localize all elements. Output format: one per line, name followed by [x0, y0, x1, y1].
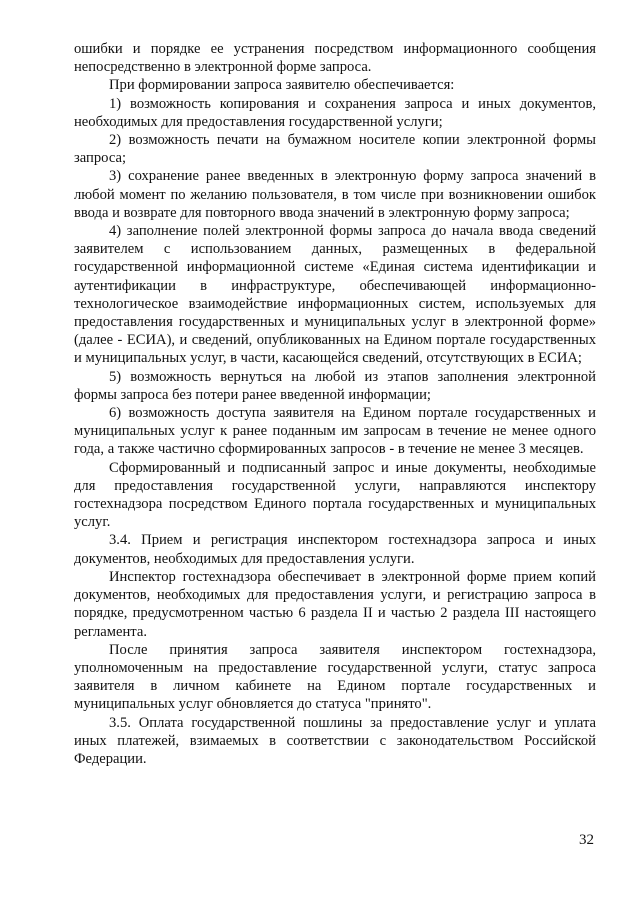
paragraph-error-message: ошибки и порядке ее устранения посредством информационного сообщения непосредственно в электронной форме запроса.	[74, 41, 596, 76]
paragraph-request-provisions: При формировании запроса заявителю обеспечивается:	[109, 77, 455, 94]
paragraph-inspector-receipt: Инспектор гостехнадзора обеспечивает в электронной форме прием копий документов, необходимых для предоставления услуги, и регистрацию запроса в порядке, предусмотренном частью 6 раздела II и частью 2 раздела III настоящего регламента.	[74, 568, 596, 640]
list-item-copy-save: 1) возможность копирования и сохранения запроса и иных документов, необходимых для предоставления государственной услуги;	[74, 95, 596, 130]
list-item-save-values: 3) сохранение ранее введенных в электронную форму запроса значений в любой момент по желанию пользователя, в том числе при возникновении ошибок ввода и возврате для повторного ввода значений в электронную форму запроса;	[74, 168, 596, 221]
document-body	[74, 40, 596, 768]
paragraph-status-update: После принятия запроса заявителя инспектором гостехнадзора, уполномоченным на предоставление государственной услуги, статус запроса заявителя в личном кабинете на Едином портале государственных и муниципальных услуг обновляется до статуса "принято".	[74, 641, 596, 713]
section-heading-3-5: 3.5. Оплата государственной пошлины за предоставление услуг и уплата иных платежей, взимаемых в соответствии с законодательством Российской Федерации.	[74, 714, 596, 767]
list-item-print: 2) возможность печати на бумажном носителе копии электронной формы запроса;	[74, 132, 596, 167]
list-item-autofill-esia: 4) заполнение полей электронной формы запроса до начала ввода сведений заявителем с использованием данных, размещенных в федеральной государственной информационной системе «Единая система идентификации и аутентификации в инфраструктуре, обеспечивающей информационно-технологическое взаимодействие информационных систем, используемых для предоставления государственных и муниципальных услуг в электронной форме» (далее - ЕСИА), и сведений, опубликованных на Едином портале государственных и муниципальных услуг, в части, касающейся сведений, отсутствующих в ЕСИА;	[74, 223, 596, 367]
page-number: 32	[579, 832, 594, 848]
list-item-access-requests: 6) возможность доступа заявителя на Едином портале государственных и муниципальных услуг к ранее поданным им запросам в течение не менее одного года, а также частично сформированных запросов - в течение не менее 3 месяцев.	[74, 405, 596, 458]
list-item-return-step: 5) возможность вернуться на любой из этапов заполнения электронной формы запроса без потери ранее введенной информации;	[74, 368, 596, 403]
paragraph-request-sent: Сформированный и подписанный запрос и иные документы, необходимые для предоставления государственной услуги, направляются инспектору гостехнадзора посредством Единого портала государственных и муниципальных услуг.	[74, 459, 596, 531]
section-heading-3-4: 3.4. Прием и регистрация инспектором гостехнадзора запроса и иных документов, необходимых для предоставления услуги.	[74, 532, 596, 567]
